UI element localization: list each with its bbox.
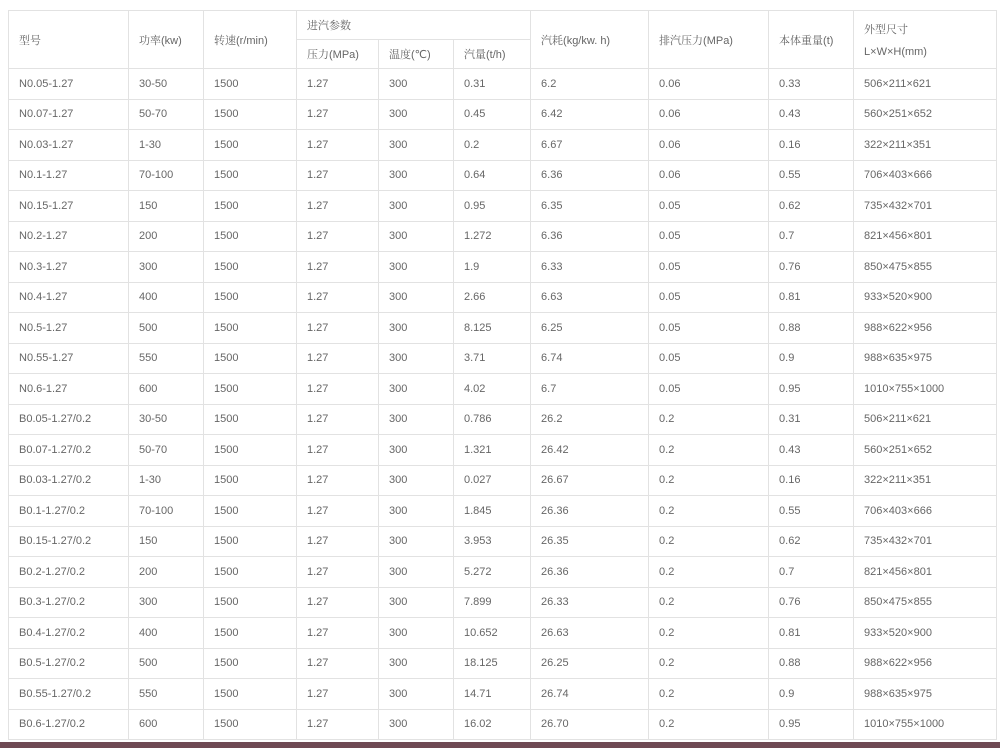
table-cell: 1.27 bbox=[297, 557, 379, 588]
table-cell: 300 bbox=[379, 160, 454, 191]
table-cell: 850×475×855 bbox=[854, 252, 997, 283]
table-cell: 300 bbox=[379, 130, 454, 161]
table-cell: 933×520×900 bbox=[854, 282, 997, 313]
table-cell: 1500 bbox=[204, 191, 297, 222]
table-cell: 26.36 bbox=[531, 496, 649, 527]
table-cell: 1500 bbox=[204, 69, 297, 100]
table-cell: 1500 bbox=[204, 526, 297, 557]
table-cell: 0.31 bbox=[454, 69, 531, 100]
table-cell: 500 bbox=[129, 313, 204, 344]
table-cell: 26.42 bbox=[531, 435, 649, 466]
table-cell: B0.05-1.27/0.2 bbox=[9, 404, 129, 435]
table-cell: B0.1-1.27/0.2 bbox=[9, 496, 129, 527]
table-cell: 1.27 bbox=[297, 404, 379, 435]
table-cell: 1500 bbox=[204, 648, 297, 679]
table-cell: N0.4-1.27 bbox=[9, 282, 129, 313]
table-cell: 821×456×801 bbox=[854, 221, 997, 252]
table-cell: 1.27 bbox=[297, 526, 379, 557]
table-cell: N0.5-1.27 bbox=[9, 313, 129, 344]
table-cell: N0.07-1.27 bbox=[9, 99, 129, 130]
table-cell: 300 bbox=[379, 709, 454, 740]
table-cell: 1010×755×1000 bbox=[854, 374, 997, 405]
table-cell: 200 bbox=[129, 221, 204, 252]
table-cell: 1500 bbox=[204, 99, 297, 130]
table-cell: 26.33 bbox=[531, 587, 649, 618]
table-cell: N0.05-1.27 bbox=[9, 69, 129, 100]
footer-accent-bar bbox=[0, 742, 1000, 748]
table-cell: 1.27 bbox=[297, 99, 379, 130]
table-cell: 30-50 bbox=[129, 69, 204, 100]
table-cell: 1-30 bbox=[129, 465, 204, 496]
table-row bbox=[9, 557, 997, 588]
header-power: 功率(kw) bbox=[129, 11, 204, 69]
table-cell: 0.55 bbox=[769, 160, 854, 191]
table-cell: 0.2 bbox=[649, 587, 769, 618]
table-cell: 300 bbox=[379, 679, 454, 710]
table-cell: 6.33 bbox=[531, 252, 649, 283]
table-cell: 1500 bbox=[204, 374, 297, 405]
table-cell: 550 bbox=[129, 343, 204, 374]
table-cell: 322×211×351 bbox=[854, 130, 997, 161]
table-cell: 0.62 bbox=[769, 191, 854, 222]
table-cell: 26.36 bbox=[531, 557, 649, 588]
table-cell: 0.16 bbox=[769, 130, 854, 161]
table-cell: 0.31 bbox=[769, 404, 854, 435]
table-cell: 150 bbox=[129, 191, 204, 222]
table-cell: 300 bbox=[379, 343, 454, 374]
table-cell: 300 bbox=[379, 282, 454, 313]
table-cell: 50-70 bbox=[129, 99, 204, 130]
table-cell: 1.27 bbox=[297, 465, 379, 496]
table-cell: 300 bbox=[379, 252, 454, 283]
header-inlet-steam-flow: 汽量(t/h) bbox=[454, 40, 531, 69]
table-cell: 26.25 bbox=[531, 648, 649, 679]
table-cell: 1.27 bbox=[297, 130, 379, 161]
table-cell: 6.7 bbox=[531, 374, 649, 405]
table-cell: 1.27 bbox=[297, 709, 379, 740]
table-cell: 735×432×701 bbox=[854, 191, 997, 222]
table-cell: 1.27 bbox=[297, 496, 379, 527]
table-cell: 300 bbox=[379, 648, 454, 679]
header-inlet-group: 进汽参数 bbox=[297, 11, 531, 40]
table-cell: 0.05 bbox=[649, 221, 769, 252]
table-cell: 300 bbox=[379, 313, 454, 344]
table-cell: 70-100 bbox=[129, 160, 204, 191]
table-cell: 0.43 bbox=[769, 435, 854, 466]
table-cell: 5.272 bbox=[454, 557, 531, 588]
table-cell: 1.27 bbox=[297, 313, 379, 344]
table-cell: 6.63 bbox=[531, 282, 649, 313]
table-cell: 1.27 bbox=[297, 160, 379, 191]
table-cell: 300 bbox=[379, 221, 454, 252]
table-row bbox=[9, 343, 997, 374]
table-cell: 6.74 bbox=[531, 343, 649, 374]
table-cell: 6.42 bbox=[531, 99, 649, 130]
table-cell: 300 bbox=[379, 69, 454, 100]
table-cell: 2.66 bbox=[454, 282, 531, 313]
table-cell: 1500 bbox=[204, 618, 297, 649]
table-cell: B0.55-1.27/0.2 bbox=[9, 679, 129, 710]
table-cell: 500 bbox=[129, 648, 204, 679]
table-cell: 0.76 bbox=[769, 587, 854, 618]
table-cell: 0.05 bbox=[649, 374, 769, 405]
table-cell: B0.3-1.27/0.2 bbox=[9, 587, 129, 618]
table-cell: 0.7 bbox=[769, 221, 854, 252]
header-dimensions bbox=[854, 11, 997, 69]
table-cell: N0.55-1.27 bbox=[9, 343, 129, 374]
table-cell: 0.95 bbox=[769, 374, 854, 405]
table-cell: B0.07-1.27/0.2 bbox=[9, 435, 129, 466]
table-row bbox=[9, 191, 997, 222]
table-cell: 7.899 bbox=[454, 587, 531, 618]
table-cell: N0.03-1.27 bbox=[9, 130, 129, 161]
table-cell: 1500 bbox=[204, 343, 297, 374]
table-cell: 1.27 bbox=[297, 587, 379, 618]
table-cell: 26.67 bbox=[531, 465, 649, 496]
table-cell: 506×211×621 bbox=[854, 404, 997, 435]
table-cell: 400 bbox=[129, 282, 204, 313]
table-cell: 26.35 bbox=[531, 526, 649, 557]
table-header bbox=[9, 11, 997, 69]
table-cell: 1500 bbox=[204, 130, 297, 161]
table-row bbox=[9, 160, 997, 191]
table-cell: 300 bbox=[379, 618, 454, 649]
table-cell: 988×635×975 bbox=[854, 679, 997, 710]
table-cell: 6.36 bbox=[531, 160, 649, 191]
header-inlet-pressure: 压力(MPa) bbox=[297, 40, 379, 69]
table-cell: 1500 bbox=[204, 496, 297, 527]
table-cell: 0.95 bbox=[454, 191, 531, 222]
table-row bbox=[9, 526, 997, 557]
table-cell: 300 bbox=[379, 465, 454, 496]
table-cell: 300 bbox=[129, 252, 204, 283]
header-inlet-temperature: 温度(℃) bbox=[379, 40, 454, 69]
table-cell: 706×403×666 bbox=[854, 496, 997, 527]
table-cell: 600 bbox=[129, 709, 204, 740]
table-cell: 0.2 bbox=[649, 496, 769, 527]
table-cell: 3.953 bbox=[454, 526, 531, 557]
table-row bbox=[9, 374, 997, 405]
table-row bbox=[9, 679, 997, 710]
table-cell: 16.02 bbox=[454, 709, 531, 740]
table-cell: 821×456×801 bbox=[854, 557, 997, 588]
header-body-weight: 本体重量(t) bbox=[769, 11, 854, 69]
table-cell: 988×622×956 bbox=[854, 313, 997, 344]
table-cell: 0.9 bbox=[769, 679, 854, 710]
table-cell: 1500 bbox=[204, 435, 297, 466]
table-cell: 0.786 bbox=[454, 404, 531, 435]
table-row bbox=[9, 252, 997, 283]
table-cell: 1500 bbox=[204, 252, 297, 283]
table-row bbox=[9, 648, 997, 679]
table-cell: 0.55 bbox=[769, 496, 854, 527]
table-cell: B0.2-1.27/0.2 bbox=[9, 557, 129, 588]
header-model: 型号 bbox=[9, 11, 129, 69]
table-cell: 1500 bbox=[204, 221, 297, 252]
table-cell: 1.27 bbox=[297, 679, 379, 710]
table-cell: 0.06 bbox=[649, 130, 769, 161]
table-cell: 0.43 bbox=[769, 99, 854, 130]
table-cell: 1.27 bbox=[297, 221, 379, 252]
table-cell: 1500 bbox=[204, 679, 297, 710]
table-cell: B0.03-1.27/0.2 bbox=[9, 465, 129, 496]
table-cell: N0.6-1.27 bbox=[9, 374, 129, 405]
table-cell: 300 bbox=[379, 374, 454, 405]
table-cell: 0.05 bbox=[649, 252, 769, 283]
header-steam-consumption: 汽耗(kg/kw. h) bbox=[531, 11, 649, 69]
table-row bbox=[9, 435, 997, 466]
table-cell: 560×251×652 bbox=[854, 99, 997, 130]
table-cell: 1.9 bbox=[454, 252, 531, 283]
table-cell: 6.35 bbox=[531, 191, 649, 222]
table-cell: 1-30 bbox=[129, 130, 204, 161]
table-cell: 6.67 bbox=[531, 130, 649, 161]
table-row bbox=[9, 282, 997, 313]
table-cell: 6.36 bbox=[531, 221, 649, 252]
table-cell: 0.05 bbox=[649, 191, 769, 222]
table-row bbox=[9, 221, 997, 252]
table-cell: 1500 bbox=[204, 587, 297, 618]
table-cell: 0.76 bbox=[769, 252, 854, 283]
table-cell: 26.70 bbox=[531, 709, 649, 740]
table-row bbox=[9, 99, 997, 130]
table-row bbox=[9, 496, 997, 527]
table-cell: N0.1-1.27 bbox=[9, 160, 129, 191]
table-cell: B0.4-1.27/0.2 bbox=[9, 618, 129, 649]
table-cell: 988×635×975 bbox=[854, 343, 997, 374]
table-cell: 0.88 bbox=[769, 313, 854, 344]
table-cell: B0.6-1.27/0.2 bbox=[9, 709, 129, 740]
table-cell: 400 bbox=[129, 618, 204, 649]
table-cell: 0.2 bbox=[649, 404, 769, 435]
table-cell: 3.71 bbox=[454, 343, 531, 374]
table-cell: 600 bbox=[129, 374, 204, 405]
table-cell: 8.125 bbox=[454, 313, 531, 344]
table-cell: 550 bbox=[129, 679, 204, 710]
table-cell: 26.2 bbox=[531, 404, 649, 435]
table-cell: 1500 bbox=[204, 709, 297, 740]
table-cell: 988×622×956 bbox=[854, 648, 997, 679]
header-dimensions-title: 外型尺寸 bbox=[864, 24, 909, 36]
table-cell: 0.2 bbox=[649, 465, 769, 496]
table-cell: 0.05 bbox=[649, 343, 769, 374]
table-cell: 1.272 bbox=[454, 221, 531, 252]
table-cell: 0.81 bbox=[769, 618, 854, 649]
table-cell: 322×211×351 bbox=[854, 465, 997, 496]
table-cell: 300 bbox=[379, 99, 454, 130]
table-cell: 1.321 bbox=[454, 435, 531, 466]
table-cell: 0.05 bbox=[649, 313, 769, 344]
table-cell: 0.2 bbox=[649, 557, 769, 588]
table-cell: 14.71 bbox=[454, 679, 531, 710]
table-cell: 6.25 bbox=[531, 313, 649, 344]
table-row bbox=[9, 69, 997, 100]
table-cell: 30-50 bbox=[129, 404, 204, 435]
table-cell: 1.845 bbox=[454, 496, 531, 527]
table-cell: 1.27 bbox=[297, 618, 379, 649]
table-cell: 300 bbox=[379, 496, 454, 527]
table-cell: 150 bbox=[129, 526, 204, 557]
table-row bbox=[9, 587, 997, 618]
table-cell: 1.27 bbox=[297, 252, 379, 283]
table-cell: 0.62 bbox=[769, 526, 854, 557]
table-cell: 0.2 bbox=[454, 130, 531, 161]
table-cell: 0.95 bbox=[769, 709, 854, 740]
table-cell: 300 bbox=[379, 557, 454, 588]
table-cell: 50-70 bbox=[129, 435, 204, 466]
table-cell: B0.5-1.27/0.2 bbox=[9, 648, 129, 679]
table-cell: 1500 bbox=[204, 160, 297, 191]
table-cell: B0.15-1.27/0.2 bbox=[9, 526, 129, 557]
table-cell: 1500 bbox=[204, 557, 297, 588]
table-cell: 506×211×621 bbox=[854, 69, 997, 100]
table-cell: 26.63 bbox=[531, 618, 649, 649]
table-cell: 10.652 bbox=[454, 618, 531, 649]
table-cell: 0.2 bbox=[649, 679, 769, 710]
table-cell: 850×475×855 bbox=[854, 587, 997, 618]
table-cell: 933×520×900 bbox=[854, 618, 997, 649]
table-cell: 0.2 bbox=[649, 709, 769, 740]
table-cell: 0.2 bbox=[649, 618, 769, 649]
table-cell: 560×251×652 bbox=[854, 435, 997, 466]
table-body bbox=[9, 69, 997, 740]
header-exhaust-pressure: 排汽压力(MPa) bbox=[649, 11, 769, 69]
table-cell: 0.05 bbox=[649, 282, 769, 313]
header-dimensions-unit: L×W×H(mm) bbox=[864, 46, 927, 58]
table-cell: 300 bbox=[129, 587, 204, 618]
table-cell: 0.16 bbox=[769, 465, 854, 496]
table-cell: 1.27 bbox=[297, 648, 379, 679]
table-row bbox=[9, 130, 997, 161]
table-cell: 0.06 bbox=[649, 69, 769, 100]
table-cell: 1.27 bbox=[297, 435, 379, 466]
table-cell: 0.45 bbox=[454, 99, 531, 130]
table-cell: 1500 bbox=[204, 282, 297, 313]
table-cell: 70-100 bbox=[129, 496, 204, 527]
table-cell: 0.81 bbox=[769, 282, 854, 313]
table-cell: 300 bbox=[379, 526, 454, 557]
table-cell: 0.027 bbox=[454, 465, 531, 496]
table-cell: 706×403×666 bbox=[854, 160, 997, 191]
table-cell: 0.9 bbox=[769, 343, 854, 374]
table-cell: 0.88 bbox=[769, 648, 854, 679]
table-row bbox=[9, 709, 997, 740]
table-cell: 1.27 bbox=[297, 374, 379, 405]
table-row bbox=[9, 404, 997, 435]
table-cell: 0.7 bbox=[769, 557, 854, 588]
header-row-1 bbox=[9, 11, 997, 40]
header-speed: 转速(r/min) bbox=[204, 11, 297, 69]
table-cell: 1.27 bbox=[297, 343, 379, 374]
table-cell: 0.06 bbox=[649, 99, 769, 130]
table-row bbox=[9, 465, 997, 496]
table-row bbox=[9, 618, 997, 649]
table-cell: 6.2 bbox=[531, 69, 649, 100]
table-cell: 1.27 bbox=[297, 282, 379, 313]
table-cell: 4.02 bbox=[454, 374, 531, 405]
table-cell: 1500 bbox=[204, 313, 297, 344]
table-cell: 18.125 bbox=[454, 648, 531, 679]
table-cell: 0.33 bbox=[769, 69, 854, 100]
table-cell: 1.27 bbox=[297, 191, 379, 222]
table-row bbox=[9, 313, 997, 344]
table-cell: 0.06 bbox=[649, 160, 769, 191]
table-cell: N0.2-1.27 bbox=[9, 221, 129, 252]
table-cell: 735×432×701 bbox=[854, 526, 997, 557]
table-cell: N0.3-1.27 bbox=[9, 252, 129, 283]
table-cell: 1500 bbox=[204, 404, 297, 435]
table-cell: 300 bbox=[379, 587, 454, 618]
table-cell: 0.2 bbox=[649, 435, 769, 466]
table-cell: 1.27 bbox=[297, 69, 379, 100]
table-cell: 0.2 bbox=[649, 648, 769, 679]
table-cell: 26.74 bbox=[531, 679, 649, 710]
table-cell: 300 bbox=[379, 435, 454, 466]
specification-table bbox=[8, 10, 997, 740]
table-cell: 1010×755×1000 bbox=[854, 709, 997, 740]
table-cell: 1500 bbox=[204, 465, 297, 496]
table-cell: 300 bbox=[379, 404, 454, 435]
table-cell: 200 bbox=[129, 557, 204, 588]
table-cell: 300 bbox=[379, 191, 454, 222]
table-cell: 0.2 bbox=[649, 526, 769, 557]
table-cell: 0.64 bbox=[454, 160, 531, 191]
table-cell: N0.15-1.27 bbox=[9, 191, 129, 222]
